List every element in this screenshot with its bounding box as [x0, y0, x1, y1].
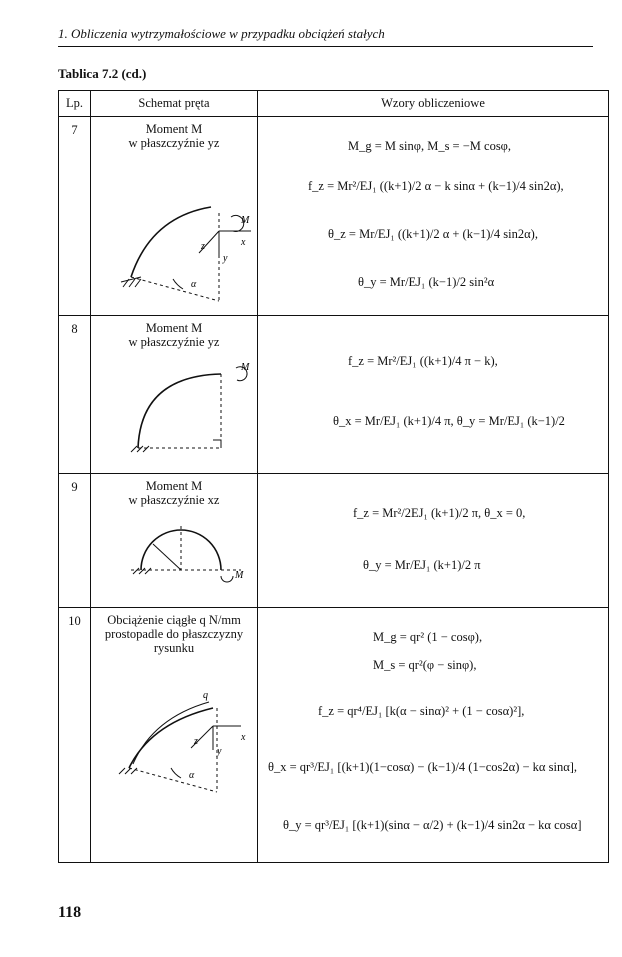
diagram-label-alpha: α [191, 279, 197, 290]
table-header-row [59, 91, 609, 117]
diagram-label-y: y [223, 253, 228, 264]
desc-line: w płaszczyźnie yz [128, 335, 220, 349]
row-number: 9 [71, 480, 78, 494]
formula-table [58, 90, 609, 863]
formula: θ_z = Mr/EJ₁ ((k+1)/2 α + (k−1)/4 sin2α), [328, 227, 538, 241]
formula: f_z = Mr²/EJ₁ ((k+1)/4 π − k), [348, 354, 498, 368]
row-number: 8 [71, 322, 78, 336]
diagram-label-M: M [241, 215, 250, 226]
desc-line: Obciążenie ciągłe q N/mm [107, 613, 241, 627]
diagram-label-x: x [241, 237, 246, 248]
formula: θ_x = Mr/EJ₁ (k+1)/4 π, θ_y = Mr/EJ₁ (k−1)/2 [333, 414, 565, 428]
desc-line: Moment M [145, 122, 203, 136]
row-number: 7 [71, 123, 78, 137]
table-row [59, 117, 609, 316]
diagram-label-x: x [241, 732, 246, 743]
desc-line: rysunku [153, 641, 195, 655]
desc-line: Moment M [145, 479, 203, 493]
formulas-cell [258, 474, 609, 608]
desc-line: w płaszczyźnie xz [128, 493, 220, 507]
quarter-ring-diagram [91, 316, 257, 474]
diagram-label-z: z [201, 241, 205, 252]
row-lp [59, 316, 91, 474]
formula: θ_y = qr³/EJ₁ [(k+1)(sinα − α/2) + (k−1)/4 sin2α − kα cosα] [283, 818, 582, 832]
row-lp [59, 117, 91, 316]
row-lp [59, 608, 91, 863]
page-number: 118 [58, 904, 82, 921]
formula: M_s = qr²(φ − sinφ), [373, 658, 477, 672]
formula: f_z = Mr²/EJ₁ ((k+1)/2 α − k sinα + (k−1)/4 sin2α), [308, 179, 564, 193]
formula: f_z = Mr²/2EJ₁ (k+1)/2 π, θ_x = 0, [353, 506, 526, 520]
formula: θ_x = qr³/EJ₁ [(k+1)(1−cosα) − (k−1)/4 (1−cos2α) − kα sinα], [268, 760, 578, 774]
schema-cell [91, 117, 258, 316]
formula: M_g = M sinφ, M_s = −M cosφ, [348, 139, 512, 153]
table-title: Tablica 7.2 (cd.) [58, 66, 147, 81]
table-row [59, 316, 609, 474]
diagram-label-alpha: α [189, 770, 195, 781]
formula: M_g = qr² (1 − cosφ), [373, 630, 483, 644]
col-formulas: Wzory obliczeniowe [258, 91, 609, 117]
desc-line: Moment M [145, 321, 203, 335]
formulas-cell [258, 117, 609, 316]
curved-bar-diagram [91, 117, 257, 316]
formulas-cell [258, 316, 609, 474]
desc-line: w płaszczyźnie yz [128, 136, 220, 150]
col-schema: Schemat pręta [91, 91, 258, 117]
schema-cell [91, 474, 258, 608]
desc-line: prostopadle do płaszczyzny [104, 627, 244, 641]
formulas-cell [258, 608, 609, 863]
running-header: 1. Obliczenia wytrzymałościowe w przypadku obciążeń stałych [58, 26, 593, 47]
diagram-label-z: z [194, 736, 198, 747]
diagram-label-M: M [241, 362, 250, 373]
schema-cell [91, 316, 258, 474]
diagram-label-M: M [235, 570, 244, 581]
half-ring-diagram [91, 474, 257, 608]
row-lp [59, 474, 91, 608]
diagram-label-y: y [217, 746, 222, 757]
table-row [59, 608, 609, 863]
table-row [59, 474, 609, 608]
schema-cell [91, 608, 258, 863]
col-lp: Lp. [59, 91, 91, 117]
row-number: 10 [68, 614, 81, 628]
formula: θ_y = Mr/EJ₁ (k−1)/2 sin²α [358, 275, 495, 289]
formula: θ_y = Mr/EJ₁ (k+1)/2 π [363, 558, 481, 572]
distributed-load-diagram [91, 608, 257, 863]
diagram-label-q: q [203, 690, 208, 701]
formula: f_z = qr⁴/EJ₁ [k(α − sinα)² + (1 − cosα)²], [318, 704, 525, 718]
